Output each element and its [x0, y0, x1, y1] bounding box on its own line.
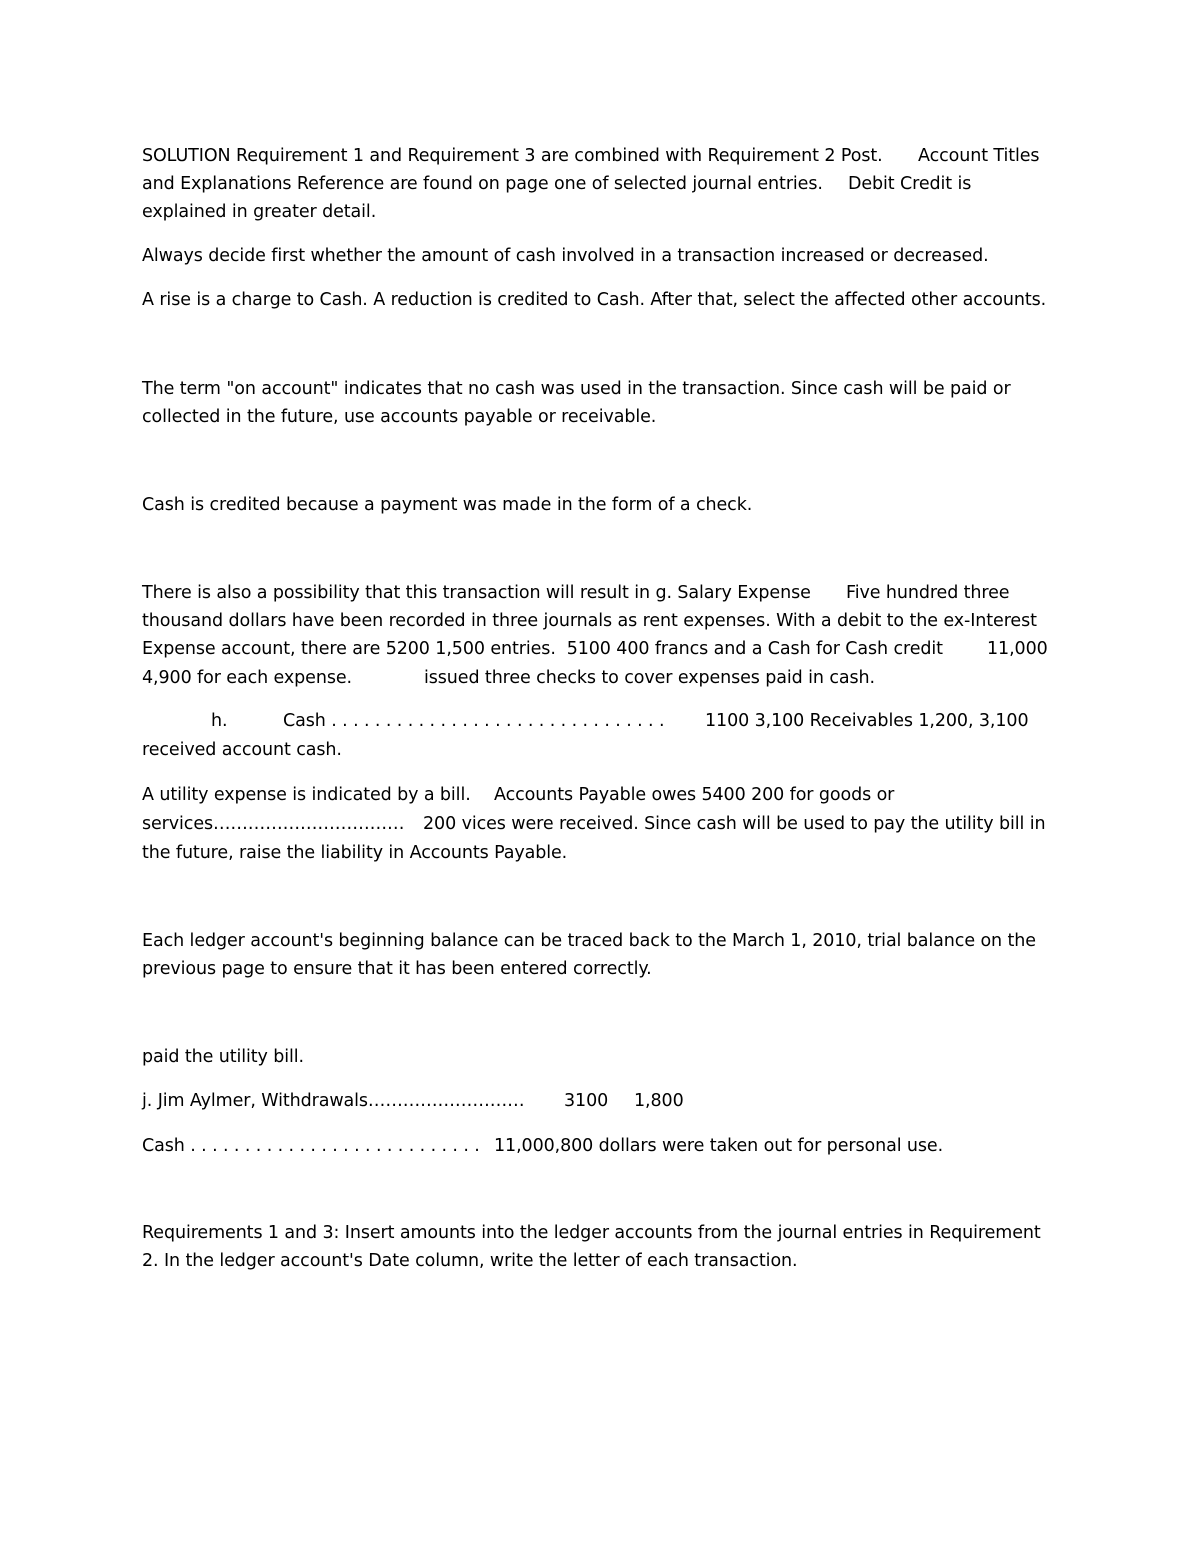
ledger-balance-line-2: previous page to ensure that it has been entered correctly.	[142, 959, 652, 979]
entry-j-amount: 1,800	[634, 1091, 684, 1111]
salary-expense-line-2: thousand dollars have been recorded in three journals as rent expenses. With a debit to the ex-Interest	[142, 611, 1037, 631]
account-titles-text: Account Titles	[918, 146, 1040, 166]
on-account-line-1: The term "on account" indicates that no cash was used in the transaction. Since cash will be paid or	[142, 379, 1011, 399]
each-expense-text: 4,900 for each expense.	[142, 668, 352, 688]
requirements-line-2: 2. In the ledger account's Date column, write the letter of each transaction.	[142, 1251, 798, 1271]
explained-detail-text: explained in greater detail.	[142, 202, 377, 222]
solution-intro-text: SOLUTION Requirement 1 and Requirement 3 are combined with Requirement 2 Post.	[142, 146, 883, 166]
ledger-balance-line-1: Each ledger account's beginning balance can be traced back to the March 1, 2010, trial balance on the	[142, 931, 1036, 951]
entry-h-line-2: received account cash.	[142, 740, 342, 760]
cash-charge-paragraph: A rise is a charge to Cash. A reduction is credited to Cash. After that, select the affected other accounts.	[142, 290, 1047, 310]
entry-j-reference: 3100	[564, 1091, 609, 1111]
entry-h-cash-account: Cash . . . . . . . . . . . . . . . . . . . . . . . . . . . . . . .	[283, 711, 665, 731]
five-hundred-text: Five hundred three	[846, 583, 1010, 603]
personal-use-text: 11,000,800 dollars were taken out for personal use.	[494, 1136, 944, 1156]
checks-issued-text: issued three checks to cover expenses paid in cash.	[424, 668, 875, 688]
accounts-payable-text: Accounts Payable owes 5400 200 for goods or	[494, 785, 895, 805]
debit-credit-text: Debit Credit is	[848, 174, 972, 194]
on-account-line-2: collected in the future, use accounts payable or receivable.	[142, 407, 657, 427]
interest-expense-text: Expense account, there are 5200 1,500 entries. 5100 400 francs and a Cash for Cash credit	[142, 639, 943, 659]
paid-utility-paragraph: paid the utility bill.	[142, 1047, 305, 1067]
cash-credited-paragraph: Cash is credited because a payment was made in the form of a check.	[142, 495, 753, 515]
entry-letter-h: h.	[211, 711, 228, 731]
entry-j-withdrawals-account: j. Jim Aylmer, Withdrawals………………………	[142, 1091, 525, 1111]
services-dots-text: services……………………………	[142, 814, 405, 834]
entry-j-cash-account: Cash . . . . . . . . . . . . . . . . . . . . . . . . . . .	[142, 1136, 480, 1156]
vices-received-text: 200 vices were received. Since cash will be used to pay the utility bill in	[423, 814, 1046, 834]
utility-line-3: the future, raise the liability in Accounts Payable.	[142, 843, 568, 863]
utility-bill-text: A utility expense is indicated by a bill.	[142, 785, 471, 805]
credit-amount-text: 11,000	[987, 639, 1048, 659]
explanations-reference-text: and Explanations Reference are found on page one of selected journal entries.	[142, 174, 823, 194]
entry-h-amounts: 1100 3,100 Receivables 1,200, 3,100	[705, 711, 1029, 731]
cash-decision-paragraph: Always decide first whether the amount of cash involved in a transaction increased or decreased.	[142, 246, 989, 266]
requirements-line-1: Requirements 1 and 3: Insert amounts into the ledger accounts from the journal entries in Requirement	[142, 1223, 1041, 1243]
salary-expense-text: There is also a possibility that this transaction will result in g. Salary Expense	[142, 583, 811, 603]
